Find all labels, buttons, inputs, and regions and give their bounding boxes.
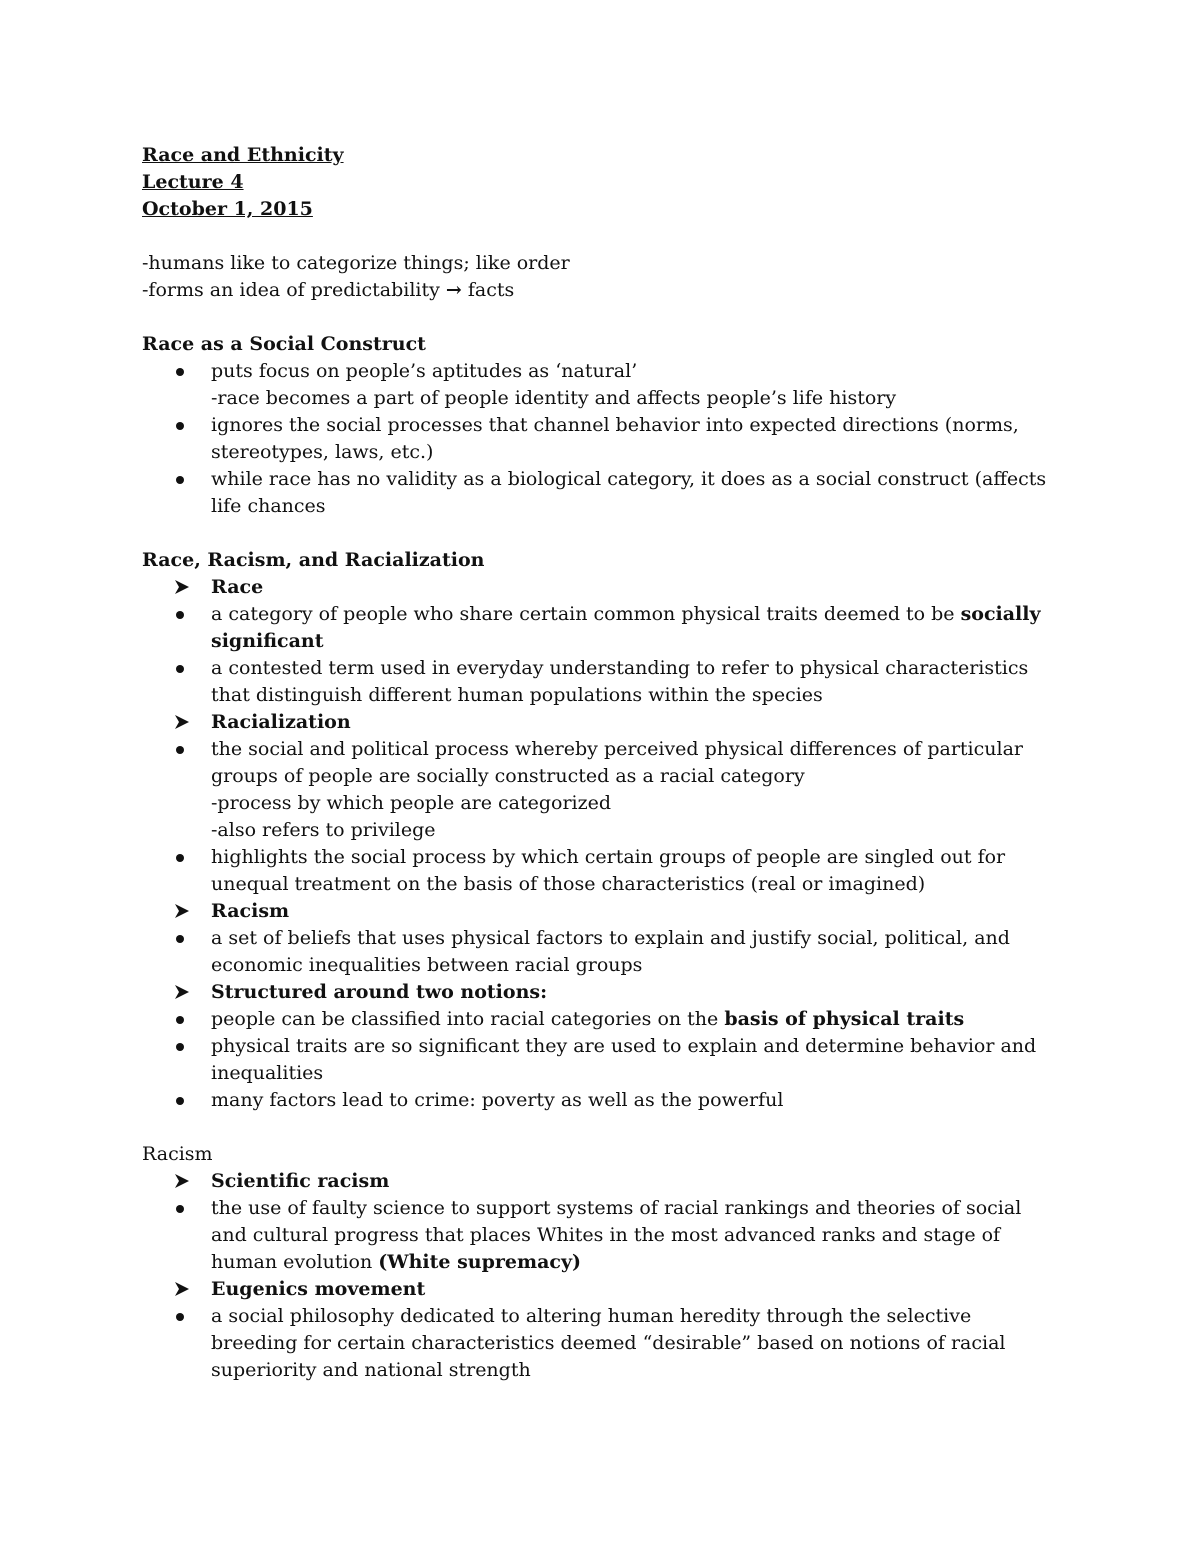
bullet-icon [176,1016,184,1024]
bullet-icon [176,665,184,673]
arrowhead-bullet-icon [174,903,190,919]
subheading-scientific-racism: Scientific racism [142,1168,1047,1195]
intro-line-1: -humans like to categorize things; like order [142,252,570,274]
list-item: a contested term used in everyday understanding to refer to physical characteristics that distinguish different human populations within the species [142,655,1047,709]
arrowhead-bullet-icon [174,579,190,595]
bullet-icon [176,368,184,376]
bullet-icon [176,746,184,754]
arrowhead-bullet-icon [174,714,190,730]
list-item: people can be classified into racial categories on the basis of physical traits [142,1006,1047,1033]
subheading-structured: Structured around two notions: [142,979,1047,1006]
subheading-eugenics: Eugenics movement [142,1276,1047,1303]
sub-note: -also refers to privilege [211,819,436,841]
bullet-icon [176,1043,184,1051]
list-item: puts focus on people’s aptitudes as ‘natural’ [142,358,1047,385]
list-item: physical traits are so significant they are used to explain and determine behavior and inequalities [142,1033,1047,1087]
bullet-icon [176,935,184,943]
intro-line-2: -forms an idea of predictability → facts [142,279,515,301]
bullet-icon [176,476,184,484]
lecture-date: October 1, 2015 [142,198,313,220]
list-item: a category of people who share certain common physical traits deemed to be socially significant [142,601,1047,655]
list-item: many factors lead to crime: poverty as well as the powerful [142,1087,1047,1114]
arrowhead-bullet-icon [174,1281,190,1297]
list-item: ignores the social processes that channel behavior into expected directions (norms, stereotypes, laws, etc.) [142,412,1047,466]
lecture-number: Lecture 4 [142,171,244,193]
sub-note: -race becomes a part of people identity and affects people’s life history [211,387,897,409]
bullet-icon [176,1313,184,1321]
subheading-racism: Racism [142,898,1047,925]
bullet-icon [176,611,184,619]
bullet-icon [176,1097,184,1105]
list-item: the use of faulty science to support systems of racial rankings and theories of social and cultural progress that places Whites in the most advanced ranks and stage of human evolution (White supremacy) [142,1195,1047,1276]
arrowhead-bullet-icon [174,1173,190,1189]
document-body [142,142,1047,1384]
list-item: the social and political process whereby perceived physical differences of particular groups of people are socially constructed as a racial category [142,736,1047,790]
bullet-icon [176,854,184,862]
section-heading-race-racism-racialization: Race, Racism, and Racialization [142,549,485,571]
list-item: highlights the social process by which certain groups of people are singled out for unequal treatment on the basis of those characteristics (real or imagined) [142,844,1047,898]
arrowhead-bullet-icon [174,984,190,1000]
right-arrow-icon: → [445,279,462,301]
section-heading-racism: Racism [142,1143,213,1165]
subheading-race: Race [142,574,1047,601]
section-heading-social-construct: Race as a Social Construct [142,333,426,355]
bullet-icon [176,422,184,430]
list-item: while race has no validity as a biological category, it does as a social construct (affects life chances [142,466,1047,520]
doc-title: Race and Ethnicity [142,144,344,166]
list-item: a set of beliefs that uses physical factors to explain and justify social, political, and economic inequalities between racial groups [142,925,1047,979]
bullet-icon [176,1205,184,1213]
subheading-racialization: Racialization [142,709,1047,736]
sub-note: -process by which people are categorized [211,792,612,814]
list-item: a social philosophy dedicated to altering human heredity through the selective breeding for certain characteristics deemed “desirable” based on notions of racial superiority and national strength [142,1303,1047,1384]
